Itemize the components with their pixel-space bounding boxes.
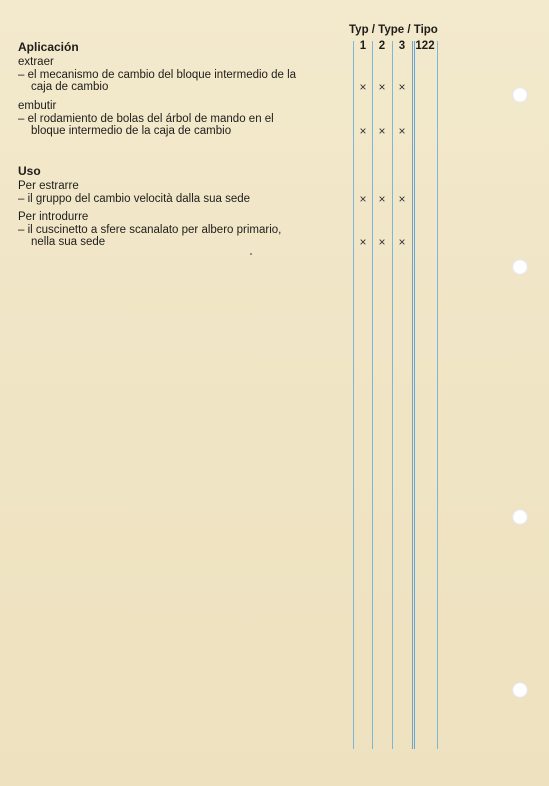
section-title-uso: Uso (18, 164, 41, 178)
column-rule-3 (392, 41, 393, 749)
entry-verb: Per estrarre (18, 180, 79, 192)
column-header-4: 122 (415, 40, 435, 52)
entry-line: caja de cambio (31, 81, 109, 93)
entry-line: – el rodamiento de bolas del árbol de mando en el (18, 113, 274, 125)
entry-verb: embutir (18, 100, 57, 112)
check-mark: × (398, 80, 406, 94)
entry-verb: Per introdurre (18, 211, 89, 223)
speck (250, 253, 252, 255)
punch-hole (512, 87, 528, 103)
entry-line: – il cuscinetto a sfere scanalato per albero primario, (18, 224, 282, 236)
entry-line: – el mecanismo de cambio del bloque intermedio de la (18, 69, 297, 81)
check-mark: × (359, 192, 367, 206)
check-mark: × (398, 124, 406, 138)
type-header: Typ / Type / Tipo (349, 24, 438, 36)
punch-hole (512, 682, 528, 698)
entry-verb: extraer (18, 56, 54, 68)
punch-hole (512, 259, 528, 275)
check-mark: × (378, 192, 386, 206)
entry-line: bloque intermedio de la caja de cambio (31, 125, 232, 137)
column-rule-1 (353, 41, 354, 749)
column-header-3: 3 (398, 40, 406, 52)
check-mark: × (378, 235, 386, 249)
check-mark: × (378, 124, 386, 138)
check-mark: × (378, 80, 386, 94)
column-header-1: 1 (359, 40, 367, 52)
column-header-2: 2 (378, 40, 386, 52)
check-mark: × (359, 124, 367, 138)
entry-line: – il gruppo del cambio velocità dalla sua sede (18, 193, 251, 205)
check-mark: × (398, 192, 406, 206)
column-rule-4 (412, 41, 415, 749)
column-rule-5 (437, 41, 438, 749)
punch-hole (512, 509, 528, 525)
check-mark: × (359, 235, 367, 249)
section-title-aplicacion: Aplicación (18, 40, 79, 54)
check-mark: × (359, 80, 367, 94)
column-rule-2 (372, 41, 373, 749)
check-mark: × (398, 235, 406, 249)
entry-line: nella sua sede (31, 236, 106, 248)
